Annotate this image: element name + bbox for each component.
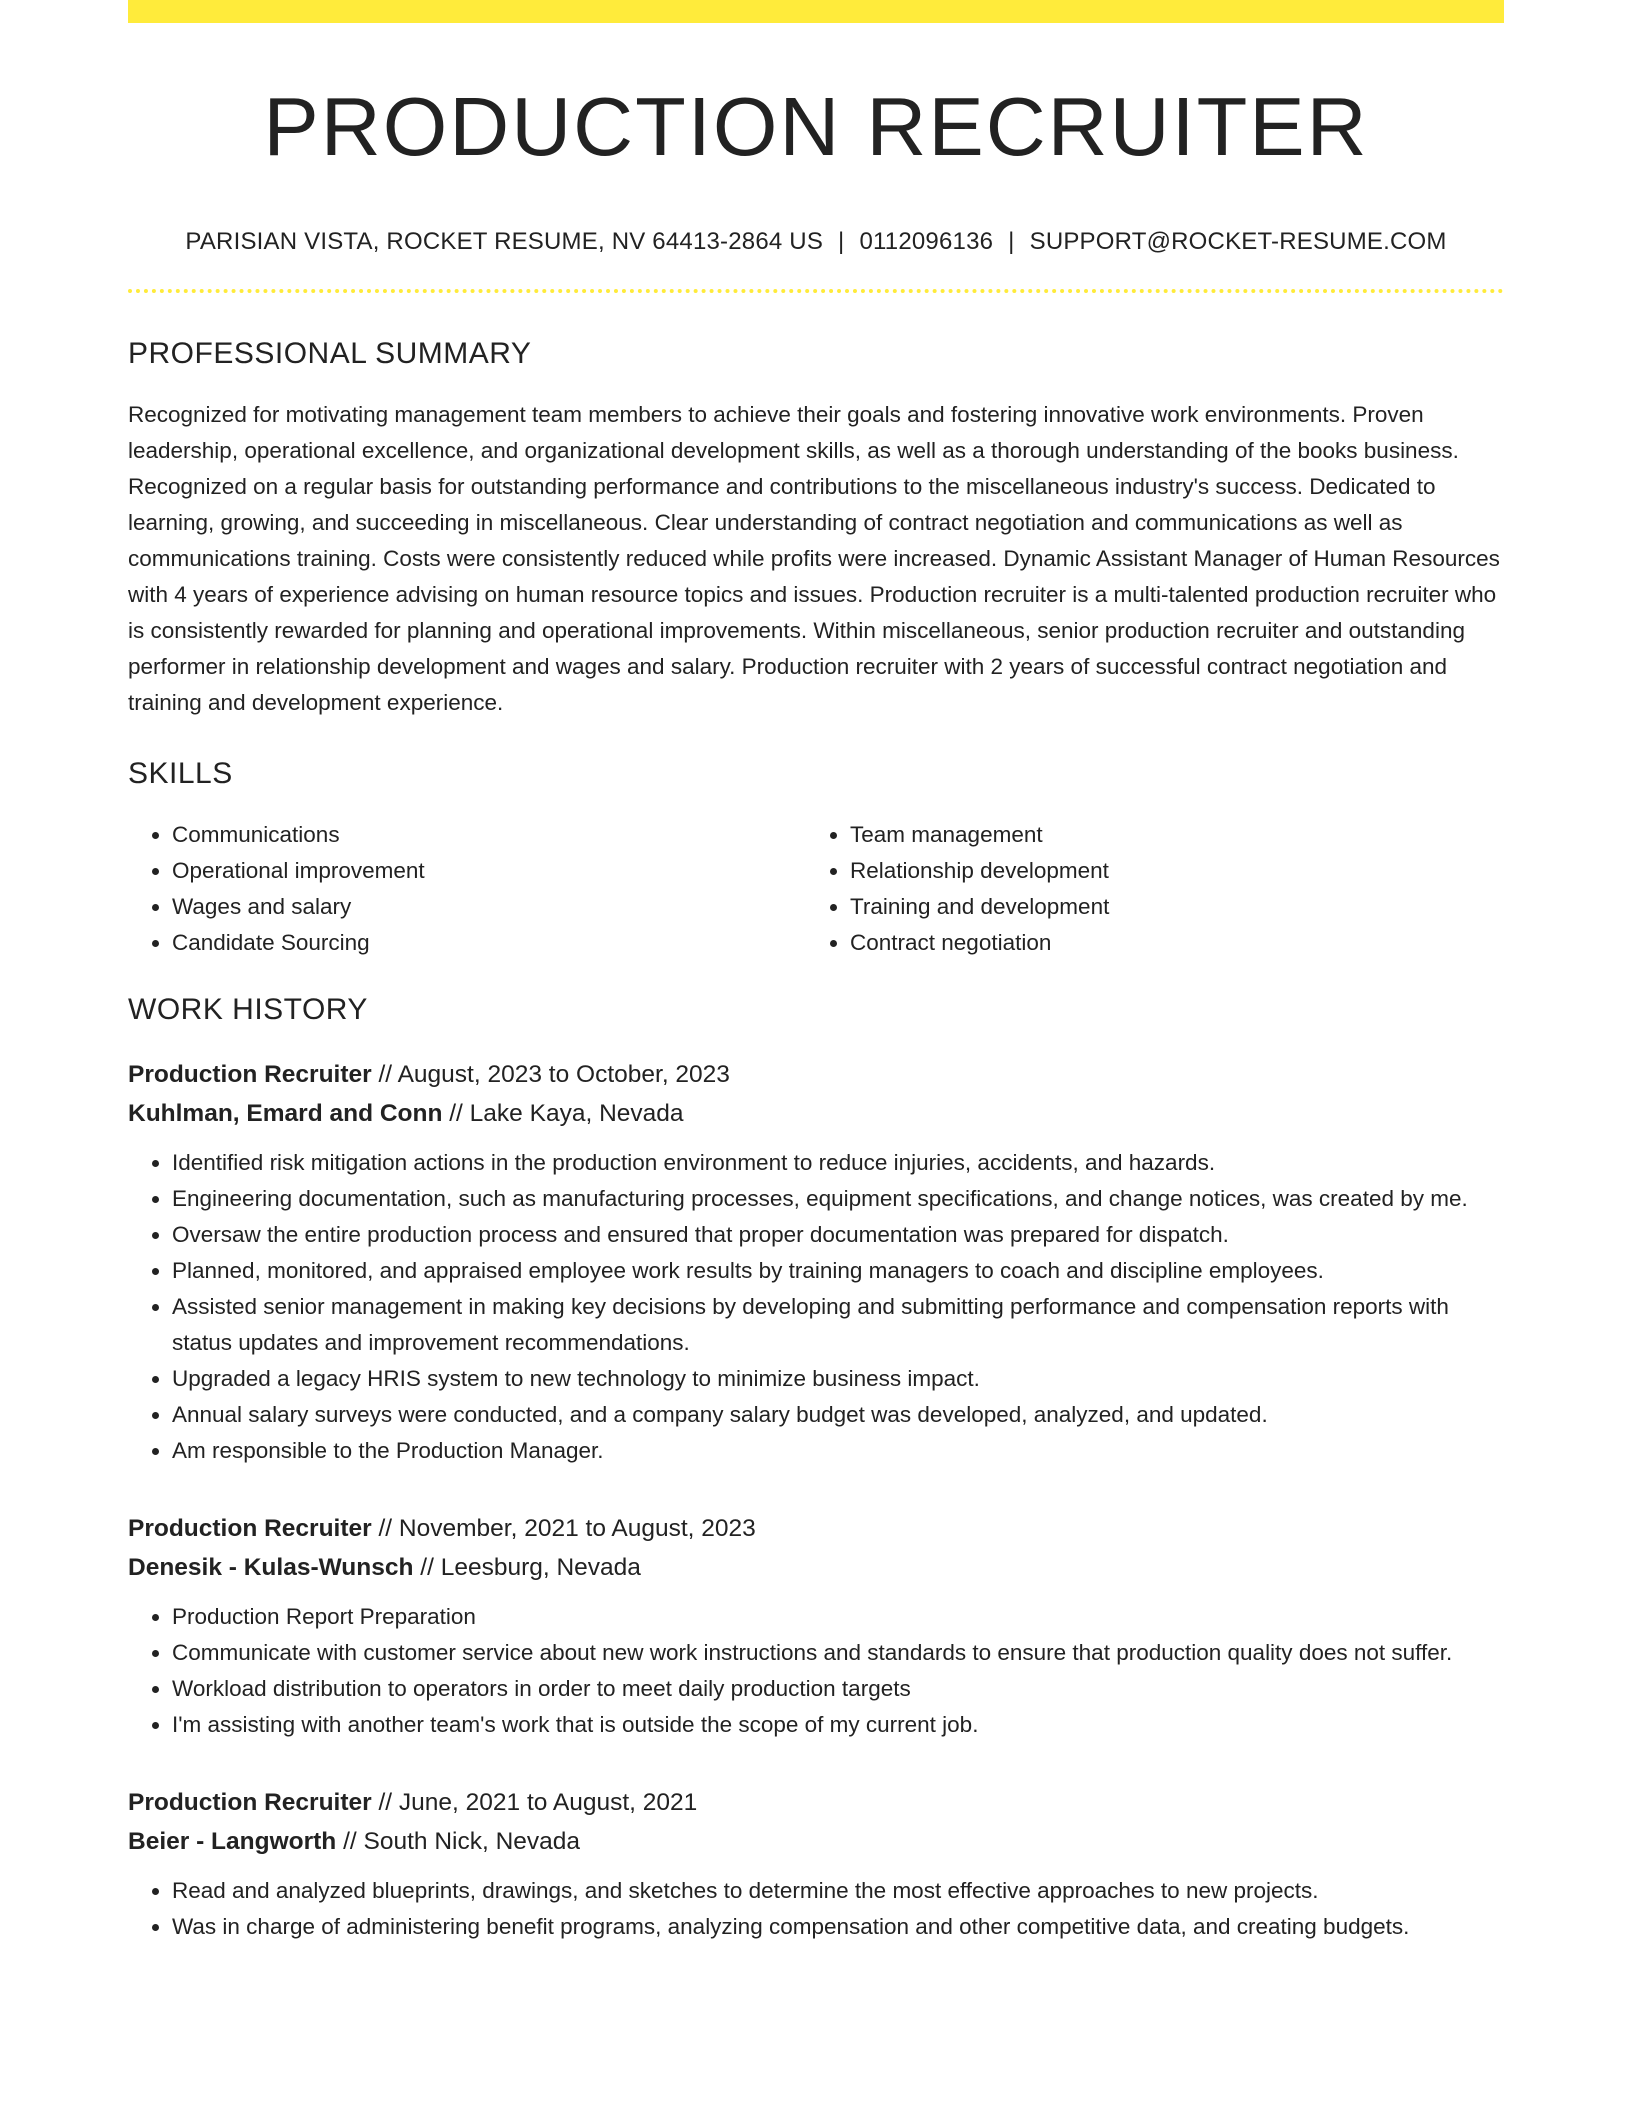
job-separator: // bbox=[371, 1789, 399, 1817]
job-entry bbox=[128, 1509, 1504, 1743]
contact-separator: | bbox=[1008, 228, 1015, 256]
job-bullet: • Communicate with customer service about new work instructions and standards to ensure that production quality does not suffer. bbox=[172, 1635, 1504, 1671]
contact-email: SUPPORT@ROCKET-RESUME.COM bbox=[1029, 228, 1447, 256]
job-role-line bbox=[128, 1783, 1504, 1822]
job-company: Kuhlman, Emard and Conn bbox=[128, 1100, 443, 1128]
contact-separator: | bbox=[838, 228, 845, 256]
job-role: Production Recruiter bbox=[128, 1061, 372, 1089]
job-bullet: • Identified risk mitigation actions in the production environment to reduce injuries, accidents, and hazards. bbox=[172, 1145, 1504, 1181]
job-bullet: • Was in charge of administering benefit programs, analyzing compensation and other competitive data, and creating budgets. bbox=[172, 1909, 1504, 1945]
job-company: Denesik - Kulas-Wunsch bbox=[128, 1554, 414, 1582]
resume-title: PRODUCTION RECRUITER bbox=[263, 80, 1369, 173]
job-bullet: • Oversaw the entire production process and ensured that proper documentation was prepared for dispatch. bbox=[172, 1217, 1504, 1253]
accent-bar bbox=[128, 0, 1504, 23]
job-bullet: • Workload distribution to operators in order to meet daily production targets bbox=[172, 1671, 1504, 1707]
job-dates: June, 2021 to August, 2021 bbox=[398, 1789, 698, 1817]
skill-item: • Operational improvement bbox=[172, 853, 806, 889]
job-entry bbox=[128, 1055, 1504, 1469]
job-role-line bbox=[128, 1055, 1504, 1094]
summary-heading: PROFESSIONAL SUMMARY bbox=[128, 337, 532, 371]
resume-page bbox=[128, 0, 1504, 1945]
contact-phone: 0112096136 bbox=[859, 228, 994, 256]
skills-heading: SKILLS bbox=[128, 757, 233, 791]
job-role: Production Recruiter bbox=[128, 1515, 372, 1543]
contact-line bbox=[128, 228, 1504, 256]
skills-column-right bbox=[806, 817, 1484, 961]
job-bullets bbox=[128, 1599, 1504, 1743]
job-location: South Nick, Nevada bbox=[363, 1828, 581, 1856]
header-divider bbox=[128, 289, 1504, 293]
job-separator: // bbox=[336, 1828, 364, 1856]
job-bullet: • Engineering documentation, such as manufacturing processes, equipment specifications, and change notices, was created by me. bbox=[172, 1181, 1504, 1217]
job-separator: // bbox=[371, 1061, 398, 1089]
skill-item: • Contract negotiation bbox=[850, 925, 1484, 961]
job-bullet: • Assisted senior management in making key decisions by developing and submitting performance and compensation reports with status updates and improvement recommendations. bbox=[172, 1289, 1504, 1361]
skills-column-left bbox=[128, 817, 806, 961]
skill-item: • Training and development bbox=[850, 889, 1484, 925]
job-company-line bbox=[128, 1094, 1504, 1133]
job-location: Leesburg, Nevada bbox=[440, 1554, 641, 1582]
contact-address: PARISIAN VISTA, ROCKET RESUME, NV 64413-2864 US bbox=[185, 228, 824, 256]
job-separator: // bbox=[442, 1100, 470, 1128]
skill-item: • Candidate Sourcing bbox=[172, 925, 806, 961]
skill-item: • Communications bbox=[172, 817, 806, 853]
skill-item: • Wages and salary bbox=[172, 889, 806, 925]
job-company-line bbox=[128, 1548, 1504, 1587]
job-location: Lake Kaya, Nevada bbox=[469, 1100, 684, 1128]
job-bullet: • Planned, monitored, and appraised employee work results by training managers to coach and discipline employees. bbox=[172, 1253, 1504, 1289]
job-bullets bbox=[128, 1145, 1504, 1469]
summary-text: Recognized for motivating management team members to achieve their goals and fostering innovative work environments. Proven leadership, operational excellence, and organizational development skills, as well as a thorough understanding of the books business. Recognized on a regular basis for outstanding performance and contributions to the miscellaneous industry's success. Dedicated to learning, growing, and succeeding in miscellaneous. Clear understanding of contract negotiation and communications as well as communications training. Costs were consistently reduced while profits were increased. Dynamic Assistant Manager of Human Resources with 4 years of experience advising on human resource topics and issues. Production recruiter is a multi-talented production recruiter who is consistently rewarded for planning and operational improvements. Within miscellaneous, senior production recruiter and outstanding performer in relationship development and wages and salary. Production recruiter with 2 years of successful contract negotiation and training and development experience. bbox=[128, 402, 1500, 716]
job-bullet: • Read and analyzed blueprints, drawings, and sketches to determine the most effective approaches to new projects. bbox=[172, 1873, 1504, 1909]
job-company: Beier - Langworth bbox=[128, 1828, 337, 1856]
job-bullets bbox=[128, 1873, 1504, 1945]
job-role-line bbox=[128, 1509, 1504, 1548]
job-bullet: • Annual salary surveys were conducted, and a company salary budget was developed, analyzed, and updated. bbox=[172, 1397, 1504, 1433]
job-role: Production Recruiter bbox=[128, 1789, 372, 1817]
job-entry bbox=[128, 1783, 1504, 1945]
work-history-heading: WORK HISTORY bbox=[128, 993, 368, 1027]
skills-list bbox=[128, 817, 1504, 961]
skill-item: • Team management bbox=[850, 817, 1484, 853]
job-separator: // bbox=[371, 1515, 399, 1543]
job-separator: // bbox=[413, 1554, 441, 1582]
job-dates: August, 2023 to October, 2023 bbox=[397, 1061, 730, 1089]
job-bullet: • I'm assisting with another team's work that is outside the scope of my current job. bbox=[172, 1707, 1504, 1743]
skill-item: • Relationship development bbox=[850, 853, 1484, 889]
job-bullet: • Upgraded a legacy HRIS system to new technology to minimize business impact. bbox=[172, 1361, 1504, 1397]
job-bullet: • Production Report Preparation bbox=[172, 1599, 1504, 1635]
job-dates: November, 2021 to August, 2023 bbox=[398, 1515, 756, 1543]
job-bullet: • Am responsible to the Production Manager. bbox=[172, 1433, 1504, 1469]
job-company-line bbox=[128, 1822, 1504, 1861]
